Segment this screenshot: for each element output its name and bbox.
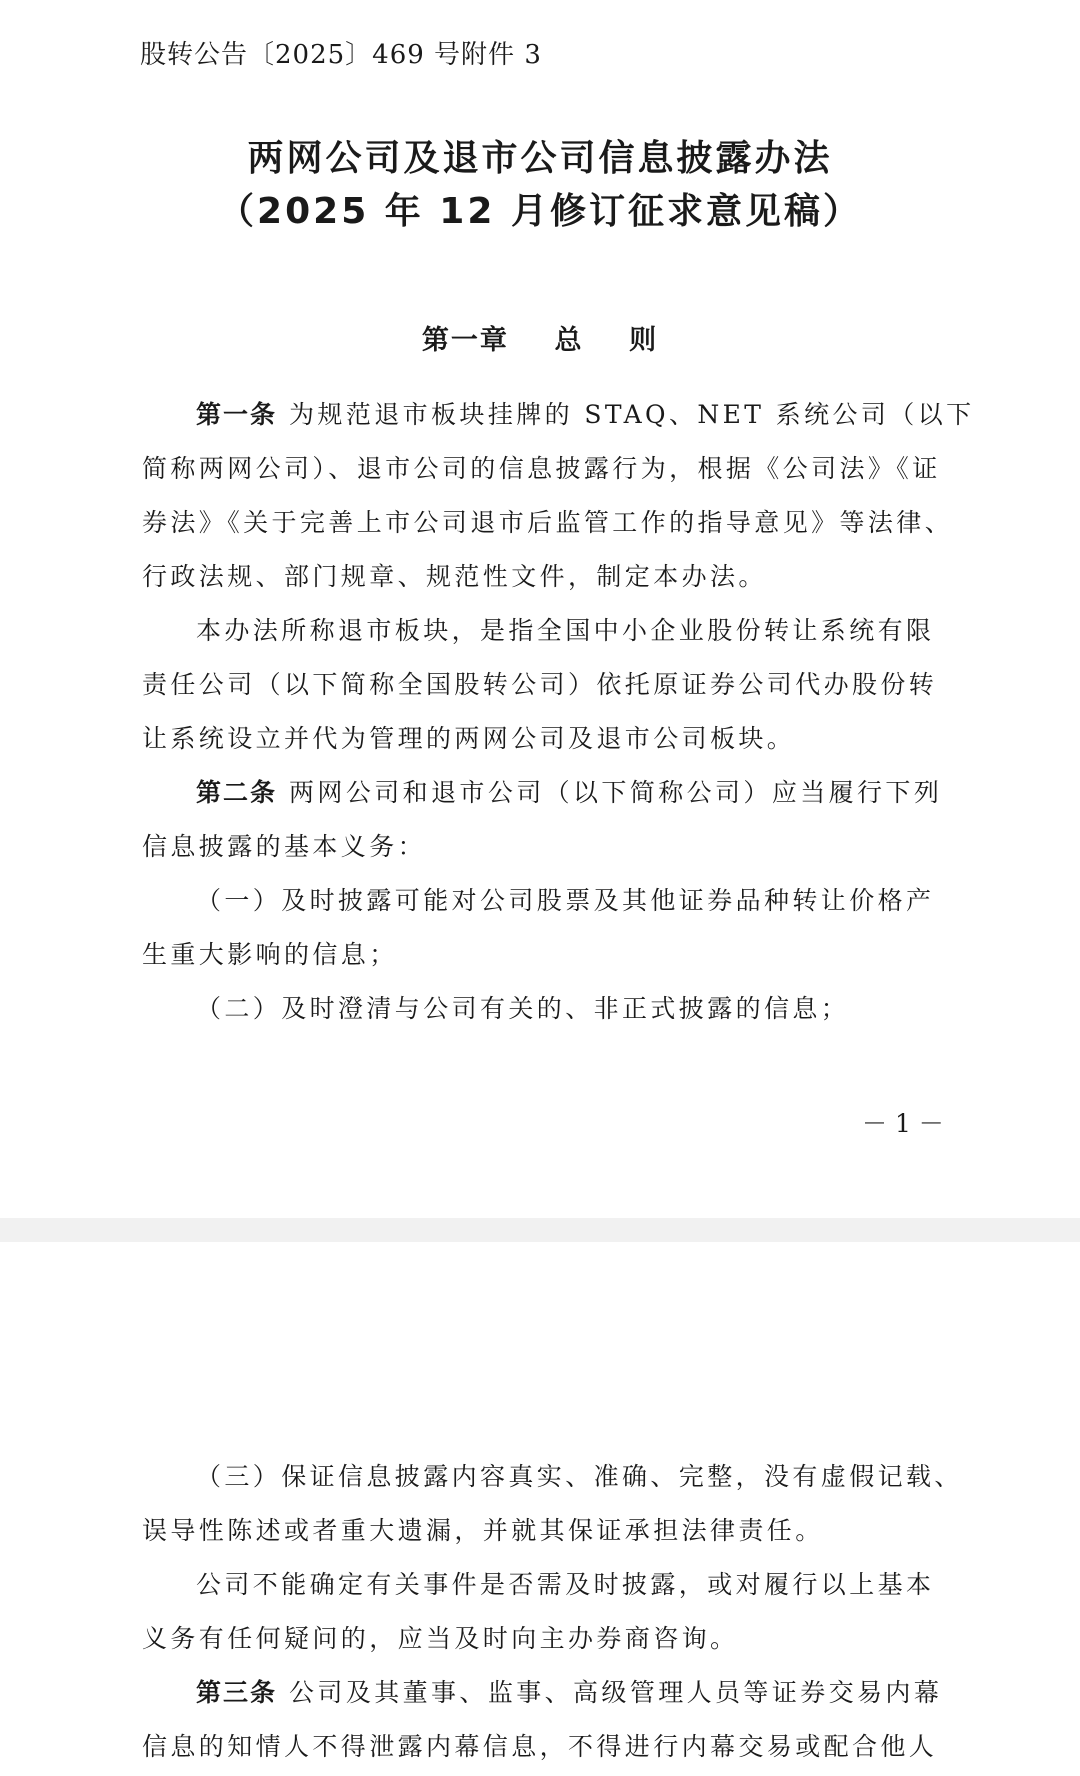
document-page-2	[0, 1242, 1080, 1776]
article-1-label: 第一条	[196, 400, 278, 429]
article-3-line-1	[196, 1676, 943, 1710]
board-paragraph-line-3: 让系统设立并代为管理的两网公司及退市公司板块。	[142, 724, 796, 753]
article-1-line-1	[196, 398, 975, 432]
item-2-line-1: （二）及时澄清与公司有关的、非正式披露的信息；	[196, 994, 850, 1023]
item-3-line-2: 误导性陈述或者重大遗漏，并就其保证承担法律责任。	[142, 1516, 824, 1545]
chapter-heading: 第一章 总 则	[421, 325, 659, 356]
document-subtitle: （2025 年 12 月修订征求意见稿）	[218, 191, 862, 232]
article-3-text: 公司及其董事、监事、高级管理人员等证券交易内幕	[289, 1678, 943, 1707]
consult-paragraph-line-1: 公司不能确定有关事件是否需及时披露，或对履行以上基本	[196, 1570, 935, 1599]
article-1-line-2: 简称两网公司）、退市公司的信息披露行为，根据《公司法》《证	[142, 454, 941, 483]
board-paragraph-line-2: 责任公司（以下简称全国股转公司）依托原证券公司代办股份转	[142, 670, 938, 699]
consult-paragraph-line-2: 义务有任何疑问的，应当及时向主办券商咨询。	[142, 1624, 739, 1653]
article-1-text: 为规范退市板块挂牌的 STAQ、NET 系统公司（以下	[289, 400, 975, 429]
article-3-line-2: 信息的知情人不得泄露内幕信息，不得进行内幕交易或配合他人	[142, 1732, 938, 1761]
item-1-line-1: （一）及时披露可能对公司股票及其他证券品种转让价格产	[196, 886, 935, 915]
page-number: － 1 －	[862, 1109, 944, 1138]
article-2-text: 两网公司和退市公司（以下简称公司）应当履行下列	[289, 778, 943, 807]
article-2-line-2: 信息披露的基本义务：	[142, 832, 427, 861]
board-paragraph-line-1: 本办法所称退市板块，是指全国中小企业股份转让系统有限	[196, 616, 935, 645]
item-3-line-1: （三）保证信息披露内容真实、准确、完整，没有虚假记载、	[196, 1462, 963, 1491]
article-1-line-3: 券法》《关于完善上市公司退市后监管工作的指导意见》等法律、	[142, 508, 954, 537]
article-2-label: 第二条	[196, 778, 278, 807]
document-number: 股转公告〔2025〕469 号附件 3	[140, 40, 542, 70]
item-1-line-2: 生重大影响的信息；	[142, 940, 398, 969]
document-title: 两网公司及退市公司信息披露办法	[247, 138, 833, 179]
article-1-line-4: 行政法规、部门规章、规范性文件，制定本办法。	[142, 562, 767, 591]
page-separator	[0, 1218, 1080, 1242]
article-2-line-1	[196, 776, 943, 810]
article-3-label: 第三条	[196, 1678, 278, 1707]
